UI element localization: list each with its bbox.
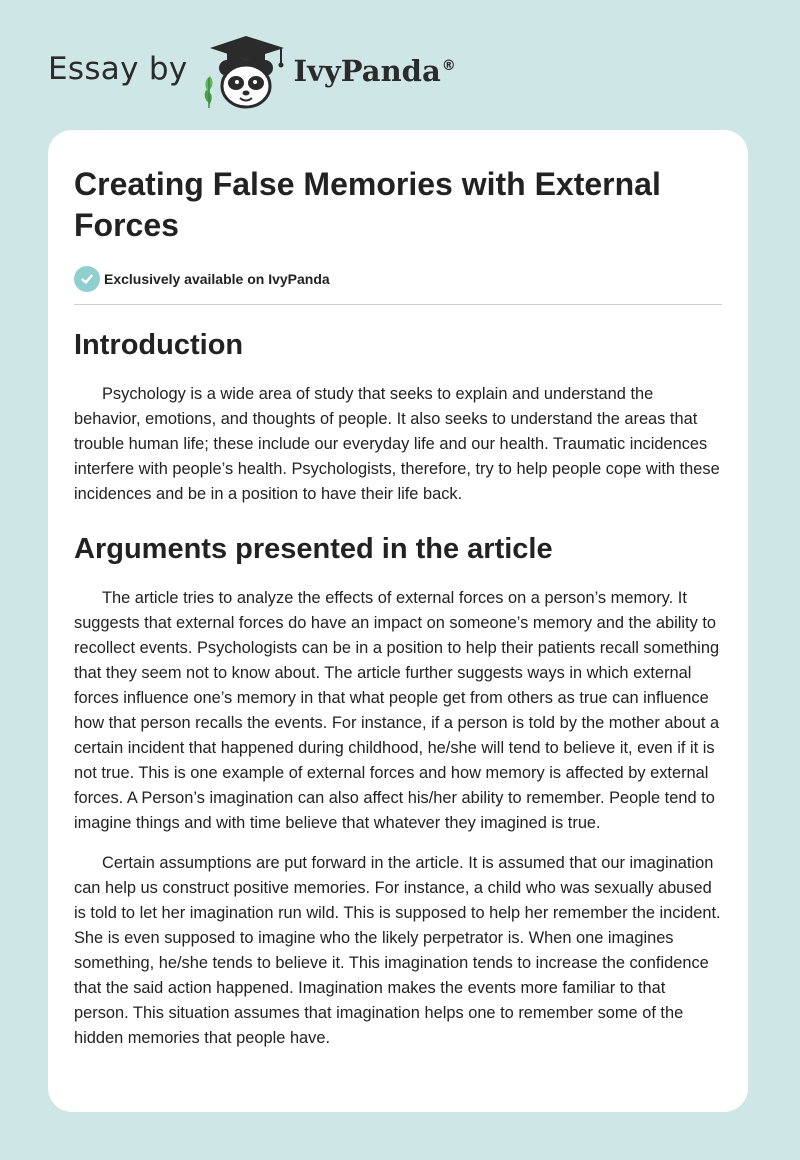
section-heading-arguments: Arguments presented in the article bbox=[74, 533, 553, 565]
check-icon bbox=[74, 266, 100, 292]
exclusive-badge bbox=[74, 266, 722, 292]
essay-card bbox=[48, 130, 748, 1112]
brand-header bbox=[48, 34, 456, 110]
exclusive-badge-text: Exclusively available on IvyPanda bbox=[104, 271, 330, 287]
brand-name bbox=[294, 54, 456, 88]
paragraph: Psychology is a wide area of study that seeks to explain and understand the behavior, emotions, and thoughts of people. It also seeks to understand the areas that trouble human life; these include our everyday life and our health. Traumatic incidences interfere with people’s health. Psychologists, therefore, try to help people cope with these incidences and be in a position to have their life back. bbox=[74, 385, 720, 503]
registered-mark: ® bbox=[441, 58, 456, 75]
section-heading-introduction: Introduction bbox=[74, 329, 244, 361]
page-title: Creating False Memories with External Forces bbox=[74, 166, 661, 243]
paragraph: The article tries to analyze the effects of external forces on a person’s memory. It suggests that external forces do have an impact on someone’s memory and the ability to recollect events. Psychologists can be in a position to help their patients recall something that they seem not to know about. The article further suggests ways in which external forces influence one’s memory in that what people get from others as true can influence how that person recalls the events. For instance, if a person is told by the mother about a certain incident that happened during childhood, he/she will tend to believe it, even if it is not true. This is one example of external forces and how memory is affected by external forces. A Person’s imagination can also affect his/her ability to remember. People tend to imagine things and with time believe that whatever they imagined is true. bbox=[74, 589, 720, 832]
divider bbox=[74, 304, 722, 305]
paragraph: Certain assumptions are put forward in the article. It is assumed that our imagination can help us construct positive memories. For instance, a child who was sexually abused is told to let her imagination run wild. This is supposed to help her remember the incident. She is even supposed to imagine who the likely perpetrator is. When one imagines something, he/she tends to believe it. This imagination tends to increase the confidence that the said action happened. Imagination makes the events more familiar to that person. This situation assumes that imagination helps one to remember some of the hidden memories that people have. bbox=[74, 854, 721, 1047]
brand-prefix: Essay by bbox=[48, 51, 188, 87]
brand-name-text: IvyPanda bbox=[293, 54, 441, 88]
panda-graduate-logo-icon bbox=[200, 34, 292, 110]
